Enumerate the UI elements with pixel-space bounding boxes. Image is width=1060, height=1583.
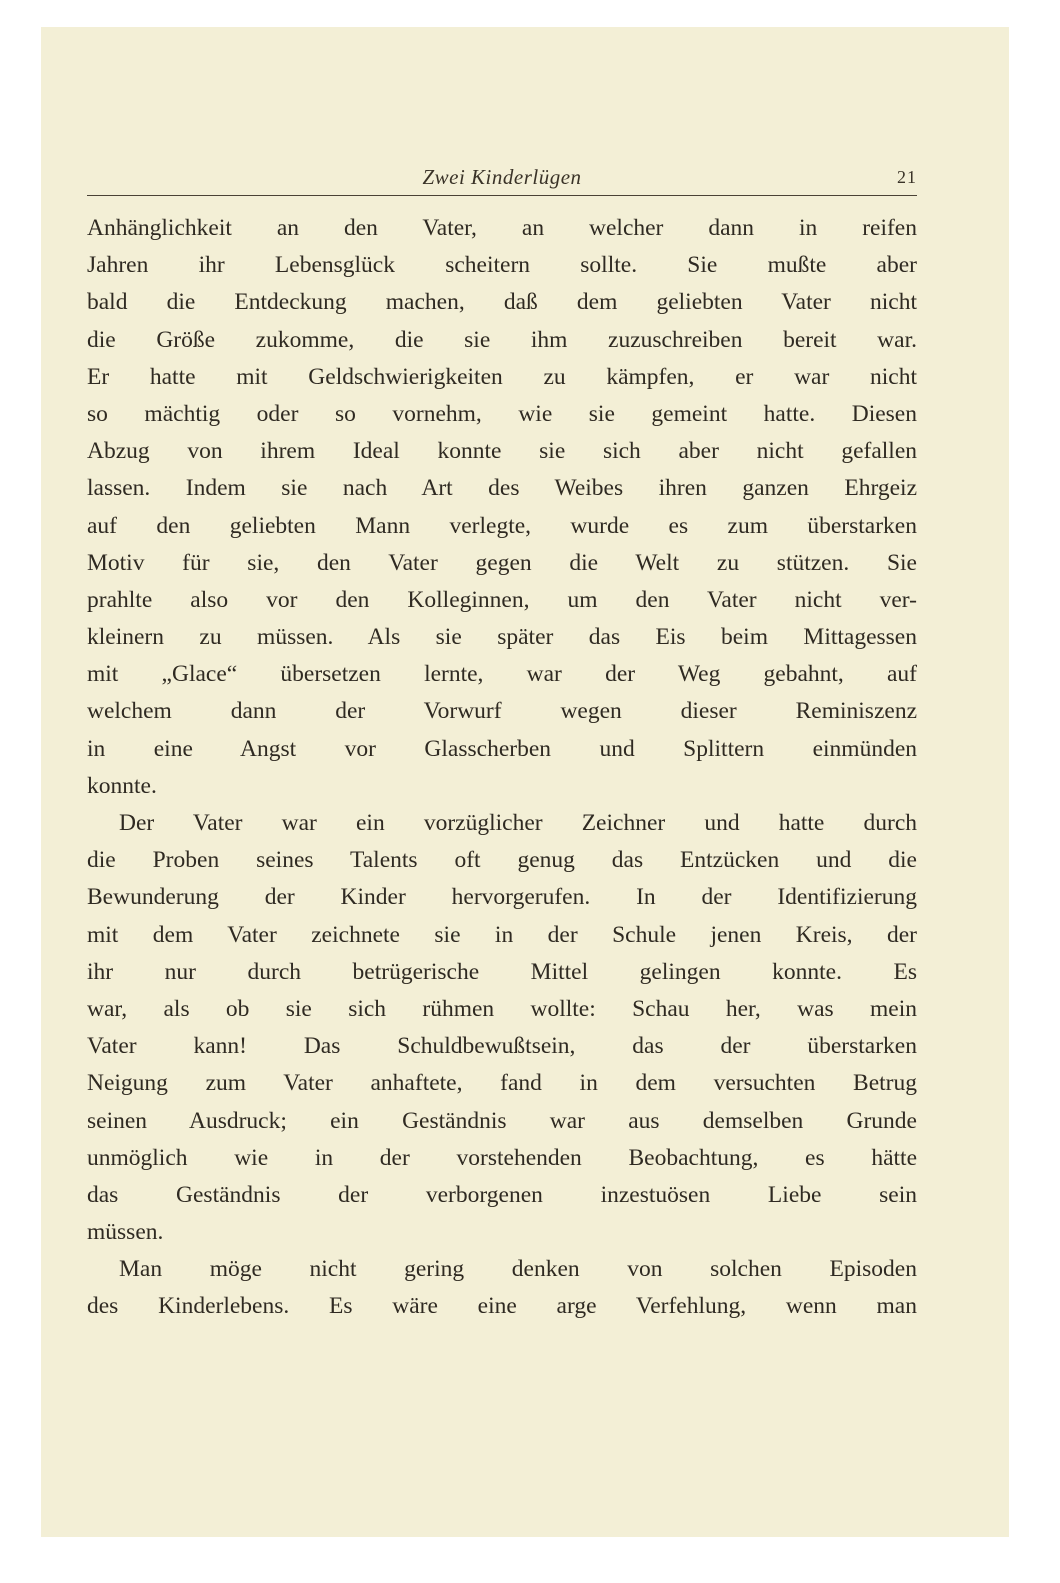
text-line: prahlte also vor den Kolleginnen, um den Vater nicht ver- xyxy=(87,586,917,613)
text-line: Bewunderung der Kinder hervorgerufen. In der Identifizierung xyxy=(87,884,917,911)
text-line: konnte. xyxy=(87,772,157,799)
page-number: 21 xyxy=(897,167,917,187)
body-text xyxy=(87,210,917,1326)
text-line: Jahren ihr Lebensglück scheitern sollte. Sie mußte aber xyxy=(87,252,917,279)
text-line: Neigung zum Vater anhaftete, fand in dem versuchten Betrug xyxy=(87,1070,917,1097)
text-line: des Kinderlebens. Es wäre eine arge Verfehlung, wenn man xyxy=(87,1293,917,1320)
text-line: auf den geliebten Mann verlegte, wurde es zum überstarken xyxy=(87,512,917,539)
text-line: kleinern zu müssen. Als sie später das Eis beim Mittagessen xyxy=(87,624,917,651)
text-line: mit „Glace“ übersetzen lernte, war der Weg gebahnt, auf xyxy=(87,661,917,688)
text-line: Man möge nicht gering denken von solchen Episoden xyxy=(119,1256,917,1283)
book-page xyxy=(41,27,1009,1537)
text-line: müssen. xyxy=(87,1219,164,1246)
text-line: Vater kann! Das Schuldbewußtsein, das der überstarken xyxy=(87,1033,917,1060)
header-rule xyxy=(87,195,917,196)
text-line: Er hatte mit Geldschwierigkeiten zu kämpfen, er war nicht xyxy=(87,363,917,390)
text-line: in eine Angst vor Glasscherben und Splittern einmünden xyxy=(87,735,917,762)
text-line: war, als ob sie sich rühmen wollte: Schau her, was mein xyxy=(87,995,917,1022)
text-line: bald die Entdeckung machen, daß dem geliebten Vater nicht xyxy=(87,289,917,316)
text-line: mit dem Vater zeichnete sie in der Schule jenen Kreis, der xyxy=(87,921,917,948)
text-line: seinen Ausdruck; ein Geständnis war aus demselben Grunde xyxy=(87,1107,917,1134)
text-line: Anhänglichkeit an den Vater, an welcher dann in reifen xyxy=(87,215,917,241)
text-line: Der Vater war ein vorzüglicher Zeichner und hatte durch xyxy=(119,810,917,836)
text-line: so mächtig oder so vornehm, wie sie gemeint hatte. Diesen xyxy=(87,400,917,427)
text-line: unmöglich wie in der vorstehenden Beobachtung, es hätte xyxy=(87,1144,917,1171)
text-line: Motiv für sie, den Vater gegen die Welt zu stützen. Sie xyxy=(87,549,917,576)
text-line: die Größe zukomme, die sie ihm zuzuschreiben bereit war. xyxy=(87,326,917,353)
text-line: ihr nur durch betrügerische Mittel gelingen konnte. Es xyxy=(87,958,917,985)
text-line: die Proben seines Talents oft genug das Entzücken und die xyxy=(87,847,917,874)
page-header xyxy=(87,165,917,195)
text-line: Abzug von ihrem Ideal konnte sie sich aber nicht gefallen xyxy=(87,438,917,465)
running-title: Zwei Kinderlügen xyxy=(422,165,582,189)
text-line: lassen. Indem sie nach Art des Weibes ihren ganzen Ehrgeiz xyxy=(87,475,917,502)
text-line: welchem dann der Vorwurf wegen dieser Reminiszenz xyxy=(87,698,917,725)
text-line: das Geständnis der verborgenen inzestuösen Liebe sein xyxy=(87,1181,917,1208)
